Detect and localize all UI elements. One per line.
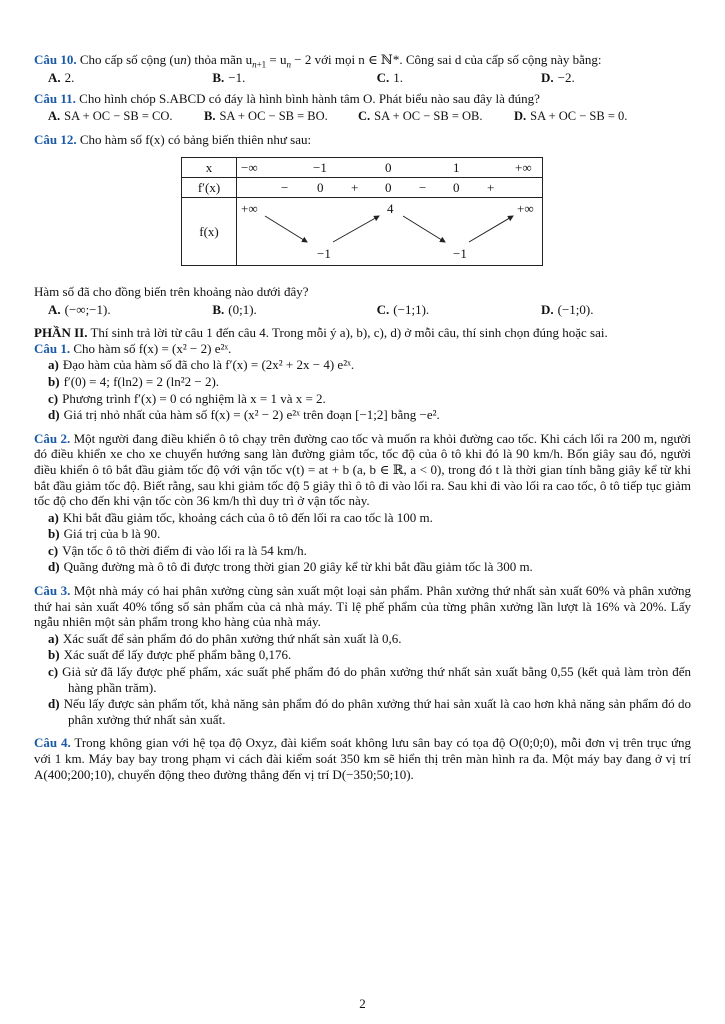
answer-options xyxy=(34,70,691,86)
option-d[interactable]: D. −2. xyxy=(540,69,575,85)
page-number: 2 xyxy=(359,996,366,1011)
question-label: Câu 1. xyxy=(34,340,71,356)
option-a[interactable]: A. SA + OC − SB = CO. xyxy=(48,108,173,123)
statement-d[interactable]: d) Nếu lấy được sản phẩm tốt, khả năng sản phẩm đó do phân xưởng thứ hai sản xuất là cao hơn khả năng sản phẩm đó do phân xưởng thứ nhất sản xuất. xyxy=(48,696,691,727)
option-d[interactable]: D. (−1;0). xyxy=(540,301,594,317)
statement-c[interactable]: c) Giả sử đã lấy được phế phẩm, xác suất phế phẩm đó do phân xưởng thứ nhất sản xuất bằng 0,55 (kết quả làm tròn đến hàng phần trăm). xyxy=(48,664,691,695)
question-12-prompt: Hàm số đã cho đồng biến trên khoảng nào dưới đây? xyxy=(34,283,309,299)
sign-row: − 0 + 0 − 0 + xyxy=(237,177,543,197)
variation-table xyxy=(181,157,543,266)
question-label: Câu 2. xyxy=(34,430,71,446)
option-b[interactable]: B. SA + OC − SB = BO. xyxy=(204,108,328,123)
option-b[interactable]: B. (0;1). xyxy=(212,301,257,317)
option-c[interactable]: C. (−1;1). xyxy=(376,301,430,317)
option-d[interactable]: D. SA + OC − SB = 0. xyxy=(514,108,628,123)
statement-a[interactable]: a) Khi bắt đầu giảm tốc, khoảng cách của ô tô đến lối ra cao tốc là 100 m. xyxy=(48,509,433,525)
question-label: Câu 4. xyxy=(34,735,71,751)
question-label: Câu 11. xyxy=(34,91,76,107)
option-a[interactable]: A. 2. xyxy=(48,69,75,85)
f-values-row: +∞ 4 +∞ −1 −1 xyxy=(237,197,543,265)
option-c[interactable]: C. SA + OC − SB = OB. xyxy=(358,108,483,123)
part-heading: PHẦN II. xyxy=(34,325,88,341)
exam-page xyxy=(34,52,691,782)
part-2-intro: PHẦN II. Thí sinh trả lời từ câu 1 đến câu 4. Trong mỗi ý a), b), c), d) ở mỗi câu, thí sinh chọn đúng hoặc sai. xyxy=(34,325,608,341)
part2-question-3: Câu 3. Một nhà máy có hai phân xưởng cùng sản xuất một loại sản phẩm. Phân xưởng thứ nhất sản xuất 60% và phân xưởng thứ hai sản xuất 40% tổng số sản phẩm của cả nhà máy. Tỉ lệ phế phẩm của từng phân xưởng lần lượt là 16% và 20%. Lấy ngẫu nhiên một sản phẩm trong kho hàng của nhà máy. xyxy=(34,583,691,630)
row-label-fprime: f′(x) xyxy=(182,177,237,197)
statement-b[interactable]: b) Giá trị của b là 90. xyxy=(48,526,161,542)
part2-question-1: Câu 1. Cho hàm số f(x) = (x² − 2) e²ˣ. xyxy=(34,340,232,356)
statement-a[interactable]: a) Đạo hàm của hàm số đã cho là f′(x) = (2x² + 2x − 4) e²ˣ. xyxy=(48,357,355,373)
question-label: Câu 12. xyxy=(34,132,77,148)
part2-question-4: Câu 4. Trong không gian với hệ tọa độ Oxyz, đài kiểm soát không lưu sân bay có tọa độ O(0;0;0), mỗi đơn vị trên trục ứng với 1 km. Máy bay bay trong phạm vi cách đài kiểm soát 350 km sẽ hiển thị trên màn hình ra đa. Một máy bay đang ở vị trí A(400;200;10), chuyển động theo đường thẳng đến vị trí D(−350;50;10). xyxy=(34,735,692,782)
question-label: Câu 10. xyxy=(34,52,77,67)
part2-question-2: Câu 2. Một người đang điều khiển ô tô chạy trên đường cao tốc và muốn ra khỏi đường cao tốc. Khi cách lối ra 200 m, người đó điều khiển xe cho xe chuyển hướng sang làn đường giảm tốc, tốc độ của ô tô khi đó là 90 km/h. Bốn giây sau đó, người điều khiển ô tô bắt đầu giảm tốc độ với vận tốc v(t) = at + b (a, b ∈ ℝ, a < 0), trong đó t là thời gian tính bằng giây kể từ khi bắt đầu giảm tốc độ. Biết rằng, sau khi giảm tốc độ 5 giây thì ô tô đi vào lối ra. Sau khi đi vào lối ra cao tốc, ô tô tiếp tục giảm tốc độ cho đến khi vận tốc còn 36 km/h thì duy trì ở vận tốc này. xyxy=(34,430,692,509)
option-a[interactable]: A. (−∞;−1). xyxy=(48,301,111,317)
question-11: Câu 11. Cho hình chóp S.ABCD có đáy là hình bình hành tâm O. Phát biểu nào sau đây là đúng? xyxy=(34,91,540,107)
statement-c[interactable]: c) Vận tốc ô tô thời điểm đi vào lối ra là 54 km/h. xyxy=(48,542,307,558)
row-label-x: x xyxy=(182,157,237,177)
question-10: Câu 10. Cho cấp số cộng (un) thỏa mãn $u_{n+1} = u_n - 2$ với mọi n ∈ ℕ*. Công sai d của cấp số cộng này bằng: xyxy=(34,52,602,70)
option-c[interactable]: C. 1. xyxy=(376,69,404,85)
statement-a[interactable]: a) Xác suất để sản phẩm đó do phân xưởng thứ nhất sản xuất là 0,6. xyxy=(48,630,402,646)
question-12: Câu 12. Cho hàm số f(x) có bảng biến thiên như sau: xyxy=(34,132,312,148)
option-b[interactable]: B. −1. xyxy=(212,69,246,85)
row-label-f: f(x) xyxy=(182,197,237,265)
question-label: Câu 3. xyxy=(34,583,71,599)
x-values-row: −∞ −1 0 1 +∞ xyxy=(237,157,543,177)
answer-options xyxy=(34,109,691,125)
statement-b[interactable]: b) Xác suất để lấy được phế phẩm bằng 0,176. xyxy=(48,647,292,663)
statement-d[interactable]: d) Quãng đường mà ô tô đi được trong thời gian 20 giây kể từ khi bắt đầu giảm tốc là 300 m. xyxy=(48,559,533,575)
statement-d[interactable]: d) Giá trị nhỏ nhất của hàm số f(x) = (x² − 2) e²ˣ trên đoạn [−1;2] bằng −e². xyxy=(48,407,440,423)
variation-arrows xyxy=(237,198,543,266)
answer-options xyxy=(34,302,691,318)
statement-b[interactable]: b) f′(0) = 4; f(ln2) = 2 (ln²2 − 2). xyxy=(48,373,220,389)
statement-c[interactable]: c) Phương trình f′(x) = 0 có nghiệm là x = 1 và x = 2. xyxy=(48,390,326,406)
